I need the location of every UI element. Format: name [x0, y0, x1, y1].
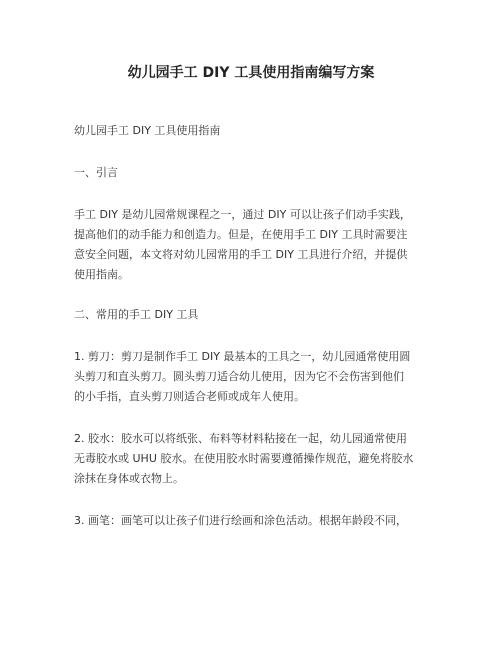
paragraph-line: 3. 画笔：画笔可以让孩子们进行绘画和涂色活动。根据年龄段不同， — [74, 514, 407, 527]
section-heading-intro: 一、引言 — [74, 166, 118, 179]
paragraph-line: 使用指南。 — [74, 268, 129, 281]
paragraph-line: 手工 DIY 是幼儿园常规课程之一，通过 DIY 可以让孩子们动手实践， — [74, 208, 411, 221]
document-subtitle: 幼儿园手工 DIY 工具使用指南 — [74, 124, 221, 137]
paragraph-line: 的小手指，直头剪刀则适合老师或成年人使用。 — [74, 390, 305, 403]
paragraph-line: 1. 剪刀：剪刀是制作手工 DIY 最基本的工具之一，幼儿园通常使用圆 — [74, 350, 411, 363]
paragraph-line: 提高他们的动手能力和创造力。但是，在使用手工 DIY 工具时需要注 — [74, 228, 408, 241]
section-heading-tools: 二、常用的手工 DIY 工具 — [74, 308, 199, 321]
paragraph-line: 头剪刀和直头剪刀。圆头剪刀适合幼儿使用，因为它不会伤害到他们 — [74, 370, 404, 383]
paragraph-line: 2. 胶水：胶水可以将纸张、布料等材料粘接在一起，幼儿园通常使用 — [74, 432, 407, 445]
paragraph-line: 无毒胶水或 UHU 胶水。在使用胶水时需要遵循操作规范，避免将胶水 — [74, 452, 414, 465]
paragraph-line: 意安全问题，本文将对幼儿园常用的手工 DIY 工具进行介绍，并提供 — [74, 248, 408, 261]
paragraph-line: 涂抹在身体或衣物上。 — [74, 472, 184, 485]
document-title: 幼儿园手工 DIY 工具使用指南编写方案 — [127, 65, 375, 81]
